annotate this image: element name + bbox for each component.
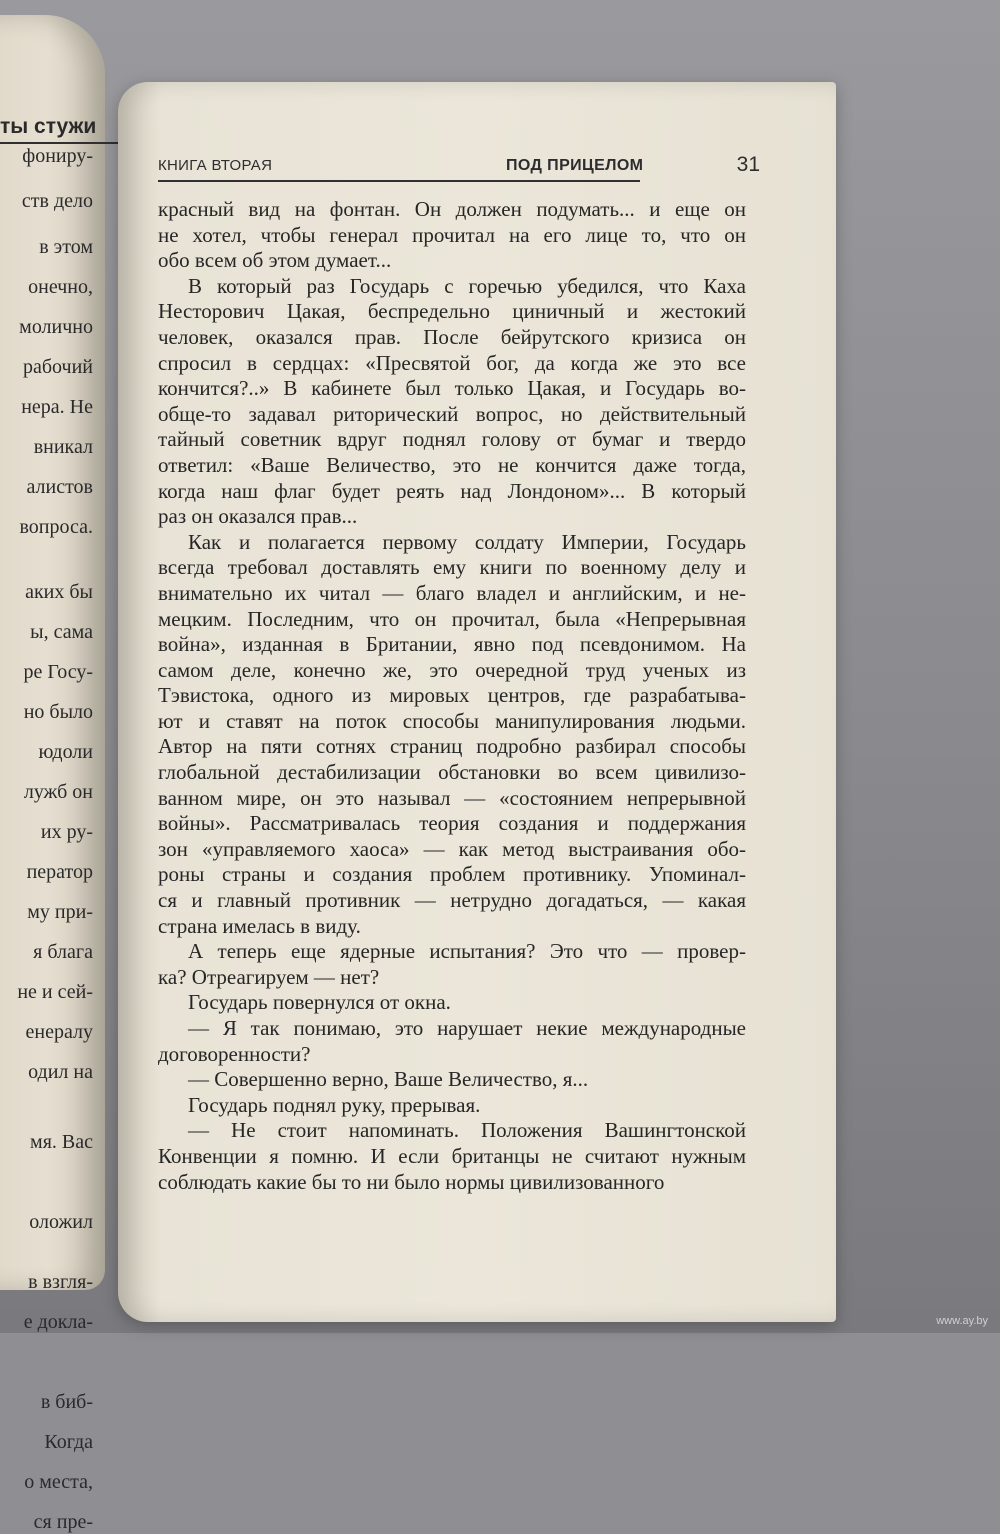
- text-line: обо всем об этом думает...: [158, 248, 392, 273]
- text-line: ответил: «Ваше Величество, это не кончится даже тогда,: [158, 452, 746, 477]
- running-head-rule: [158, 180, 640, 182]
- left-page-fragment: в этом: [39, 236, 93, 258]
- text-line: — Я так понимаю, это нарушает некие международные: [188, 1016, 746, 1040]
- text-line: человек, оказался прав. После бейрутского кризиса он: [158, 324, 746, 349]
- left-page-fragment: но было: [23, 701, 93, 723]
- text-line: самом деле, конечно же, это очередной труд ученых из: [158, 657, 746, 682]
- text-line: Государь поднял руку, прерывая.: [188, 1092, 481, 1117]
- watermark: www.ay.by: [936, 1315, 988, 1327]
- text-line: — Совершенно верно, Ваше Величество, я...: [188, 1067, 589, 1092]
- left-page-fragment: о места,: [24, 1471, 93, 1493]
- left-page-fragment: рабочий: [23, 356, 93, 378]
- text-line: В который раз Государь с горечью убедился, что Каха: [188, 273, 746, 298]
- text-line: не хотел, чтобы генерал прочитал на его лице то, что он: [158, 222, 746, 247]
- left-page-fragment: вникал: [33, 436, 93, 458]
- left-page-fragment: ре Госу-: [23, 661, 93, 683]
- text-line: страна имелась в виду.: [158, 913, 361, 938]
- text-line: договоренности?: [158, 1041, 311, 1066]
- left-page-fragment: оложил: [29, 1211, 93, 1233]
- running-head-chapter: ПОД ПРИЦЕЛОМ: [506, 157, 644, 174]
- running-head-book: КНИГА ВТОРАЯ: [158, 157, 273, 174]
- text-line: всегда требовал доставлять ему книги по военному делу и: [158, 555, 746, 580]
- text-line: войны». Рассматривалась теория создания и поддержания: [158, 811, 746, 836]
- left-page-fragment: молично: [19, 316, 93, 338]
- text-line: кончится?..» В кабинете был только Цакая, и Государь во-: [158, 376, 746, 401]
- page-number: 31: [736, 153, 760, 176]
- left-page-fragment: му при-: [27, 901, 93, 923]
- left-page-fragment: енералу: [25, 1021, 93, 1043]
- left-page-fragment: ператор: [26, 861, 93, 883]
- left-page-fragment: мя. Вас: [30, 1131, 93, 1153]
- text-line: Как и полагается первому солдату Империи, Государь: [188, 529, 746, 554]
- text-line: ванном мире, он это называл — «состоянием непрерывной: [158, 785, 746, 810]
- left-page-fragment: нера. Не: [21, 396, 93, 418]
- text-line: спросил в сердцах: «Пресвятой бог, да когда же это все: [158, 350, 746, 375]
- text-line: соблюдать какие бы то ни было нормы цивилизованного: [158, 1169, 665, 1194]
- left-page-fragment: ы, сама: [30, 621, 93, 643]
- left-page-fragment: их ру-: [40, 821, 93, 843]
- text-line: Несторович Цакая, беспредельно циничный и жестокий: [158, 299, 746, 324]
- text-line: Конвенции я помню. И если британцы не считают нужным: [158, 1143, 746, 1168]
- text-line: война», изданная в Британии, явно под псевдонимом. На: [158, 632, 746, 657]
- left-page-fragment: лужб он: [23, 781, 93, 803]
- text-line: А теперь еще ядерные испытания? Это что — провер-: [188, 939, 746, 964]
- text-line: роны страны и создания проблем противнику. Упоминал-: [158, 862, 746, 887]
- text-line: глобальной дестабилизации обстановки во всем цивилизо-: [158, 760, 746, 785]
- text-line: Тэвистока, одного из мировых центров, где разрабатыва-: [158, 683, 746, 708]
- left-page: [0, 15, 105, 1533]
- text-line: обще-то задавал риторический вопрос, но действительный: [158, 401, 746, 426]
- left-page-fragment: Когда: [44, 1431, 93, 1453]
- text-line: раз он оказался прав...: [158, 504, 358, 529]
- left-page-fragment: алистов: [26, 476, 93, 498]
- text-line: ка? Отреагируем — нет?: [158, 964, 380, 989]
- text-line: когда наш флаг будет реять над Лондоном»... В который: [158, 478, 746, 503]
- left-page-fragment: фониру-: [22, 145, 93, 167]
- left-page-fragment: не и сей-: [17, 981, 93, 1003]
- text-line: тайный советник вдруг поднял голову от бумаг и твердо: [158, 427, 746, 452]
- text-line: ся и главный противник — нетрудно догадаться, — какая: [158, 888, 746, 913]
- left-page-fragment: онечно,: [28, 276, 93, 298]
- text-line: красный вид на фонтан. Он должен подумать... и еще он: [158, 197, 746, 221]
- left-page-fragment: аких бы: [25, 581, 93, 603]
- left-page-fragment: в биб-: [40, 1391, 93, 1413]
- page-body-text: [158, 197, 746, 1195]
- running-head: [158, 153, 764, 183]
- text-line: мецким. Последним, что он прочитал, была «Непрерывная: [158, 606, 746, 631]
- text-line: — Не стоит напоминать. Положения Вашингтонской: [188, 1118, 746, 1143]
- text-line: зон «управляемого хаоса» — как метод выстраивания обо-: [158, 836, 746, 861]
- left-page-fragment: ся пре-: [33, 1511, 93, 1533]
- left-page-fragment: в взгля-: [28, 1271, 93, 1293]
- left-page-fragment: я блага: [33, 941, 93, 963]
- left-page-header: ты стужи: [0, 115, 97, 138]
- left-page-fragment: е докла-: [23, 1311, 93, 1333]
- text-line: Автор на пяти сотнях страниц подробно разбирал способы: [158, 734, 746, 759]
- text-line: Государь повернулся от окна.: [188, 990, 451, 1015]
- left-page-fragment: ств дело: [21, 190, 93, 212]
- left-header-rule: [0, 142, 120, 144]
- left-page-fragment: одил на: [28, 1061, 93, 1083]
- text-line: ют и ставят на поток способы манипулирования людьми.: [158, 708, 746, 733]
- left-page-fragment: вопроса.: [19, 516, 93, 538]
- text-line: внимательно их читал — благо владел и английским, и не-: [158, 580, 746, 605]
- left-page-fragment: юдоли: [38, 741, 93, 763]
